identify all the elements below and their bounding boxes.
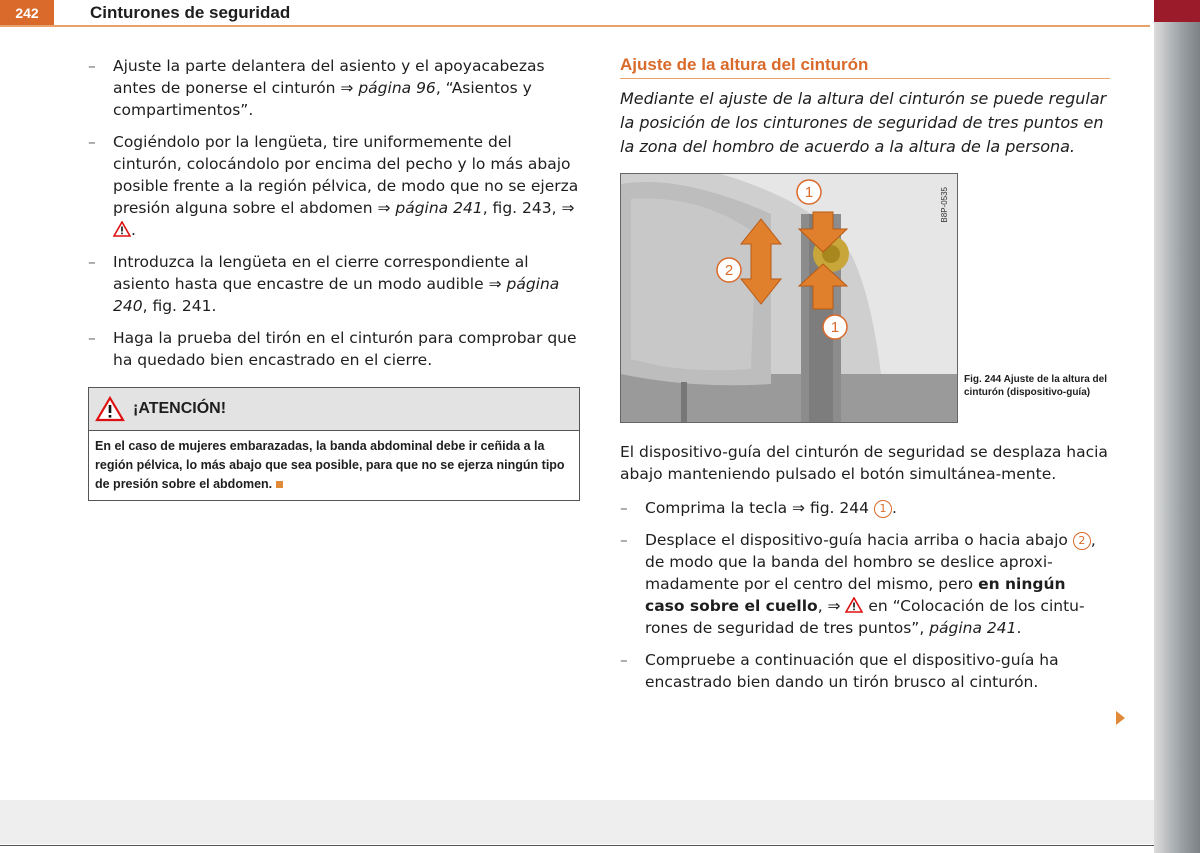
warning-triangle-icon xyxy=(845,597,863,613)
instruction-step: – Ajuste la parte delantera del asiento y el apoyacabezas antes de ponerse el cinturón ⇒ página 96, “Asientos y compartimentos”. xyxy=(88,57,545,119)
callout-label: 2 xyxy=(724,262,734,279)
end-of-section-icon xyxy=(276,481,283,488)
callout-ref: 2 xyxy=(1073,532,1091,550)
page-reference[interactable]: página 96 xyxy=(358,79,436,97)
warning-triangle-icon xyxy=(113,221,131,237)
page-reference[interactable]: página 241 xyxy=(929,619,1017,637)
instruction-step: – Compruebe a continuación que el dispositivo-guía ha encastrado bien dando un tirón brusco al cinturón. xyxy=(620,651,1059,691)
left-column xyxy=(88,55,580,501)
right-column xyxy=(620,55,1110,703)
instruction-step: – Haga la prueba del tirón en el cinturón para comprobar que ha quedado bien encastrado en el cierre. xyxy=(88,329,577,369)
callout-label: 1 xyxy=(830,319,840,336)
instruction-step: – Comprima la tecla ⇒ fig. 244 1 . xyxy=(620,499,897,517)
section-intro: Mediante el ajuste de la altura del cinturón se puede regular la posición de los cinturones de seguridad de tres puntos en la zona del hombro de acuerdo a la altura de la persona. xyxy=(620,89,1107,156)
bottom-band xyxy=(0,800,1154,844)
header-rule xyxy=(0,25,1150,27)
warning-text: En el caso de mujeres embarazadas, la banda abdominal debe ir ceñida a la región pélvica, lo más abajo que sea posible, para que no se ejerza ningún tipo de presión sobre el abdomen. xyxy=(95,439,565,491)
belt-height-adjuster-illustration xyxy=(620,173,958,423)
page-number: 242 xyxy=(0,0,54,27)
instruction-step: – Introduzca la lengüeta en el cierre correspondiente al asiento hasta que encastre de un modo audible ⇒ página 240, fig. 241. xyxy=(88,253,560,315)
figure-code: B8P-0535 xyxy=(940,187,949,223)
body-paragraph: El dispositivo-guía del cinturón de seguridad se desplaza hacia abajo manteniendo pulsado el botón simultánea-mente. xyxy=(620,443,1108,483)
warning-header xyxy=(89,388,579,431)
bottom-rule xyxy=(0,845,1154,846)
next-page-arrow-icon[interactable] xyxy=(1116,711,1125,725)
warning-title: ¡ATENCIÓN! xyxy=(133,400,227,417)
figure-caption: Fig. 244 Ajuste de la altura del cinturón (dispositivo-guía) xyxy=(964,374,1108,398)
callout-label: 1 xyxy=(804,184,814,201)
page-reference[interactable]: página 241 xyxy=(395,199,483,217)
page-reference[interactable]: página 240 xyxy=(113,275,560,315)
warning-box xyxy=(88,387,580,501)
instruction-step: – Desplace el dispositivo-guía hacia arriba o hacia abajo 2 , de modo que la banda del hombro se deslice aproxi-madamente por el centro del mismo, pero en ningún caso sobre el cuello, ⇒ en “Colocación de los cintu-rones de seguridad de tres puntos”, página 241. xyxy=(620,531,1096,637)
page-edge-shadow xyxy=(1154,0,1200,853)
instruction-step: – Cogiéndolo por la lengüeta, tire uniformemente del cinturón, colocándolo por encima del pecho y lo más abajo posible frente a la región pélvica, de modo que no se ejerza presión alguna sobre el abdomen ⇒ página 241, fig. 243, ⇒ . xyxy=(88,133,579,239)
callout-ref: 1 xyxy=(874,500,892,518)
warning-triangle-icon xyxy=(95,396,125,422)
running-header: Cinturones de seguridad xyxy=(90,3,291,22)
page-edge-tab xyxy=(1154,0,1200,22)
figure xyxy=(620,173,1110,423)
section-title: Ajuste de la altura del cinturón xyxy=(620,55,1110,79)
